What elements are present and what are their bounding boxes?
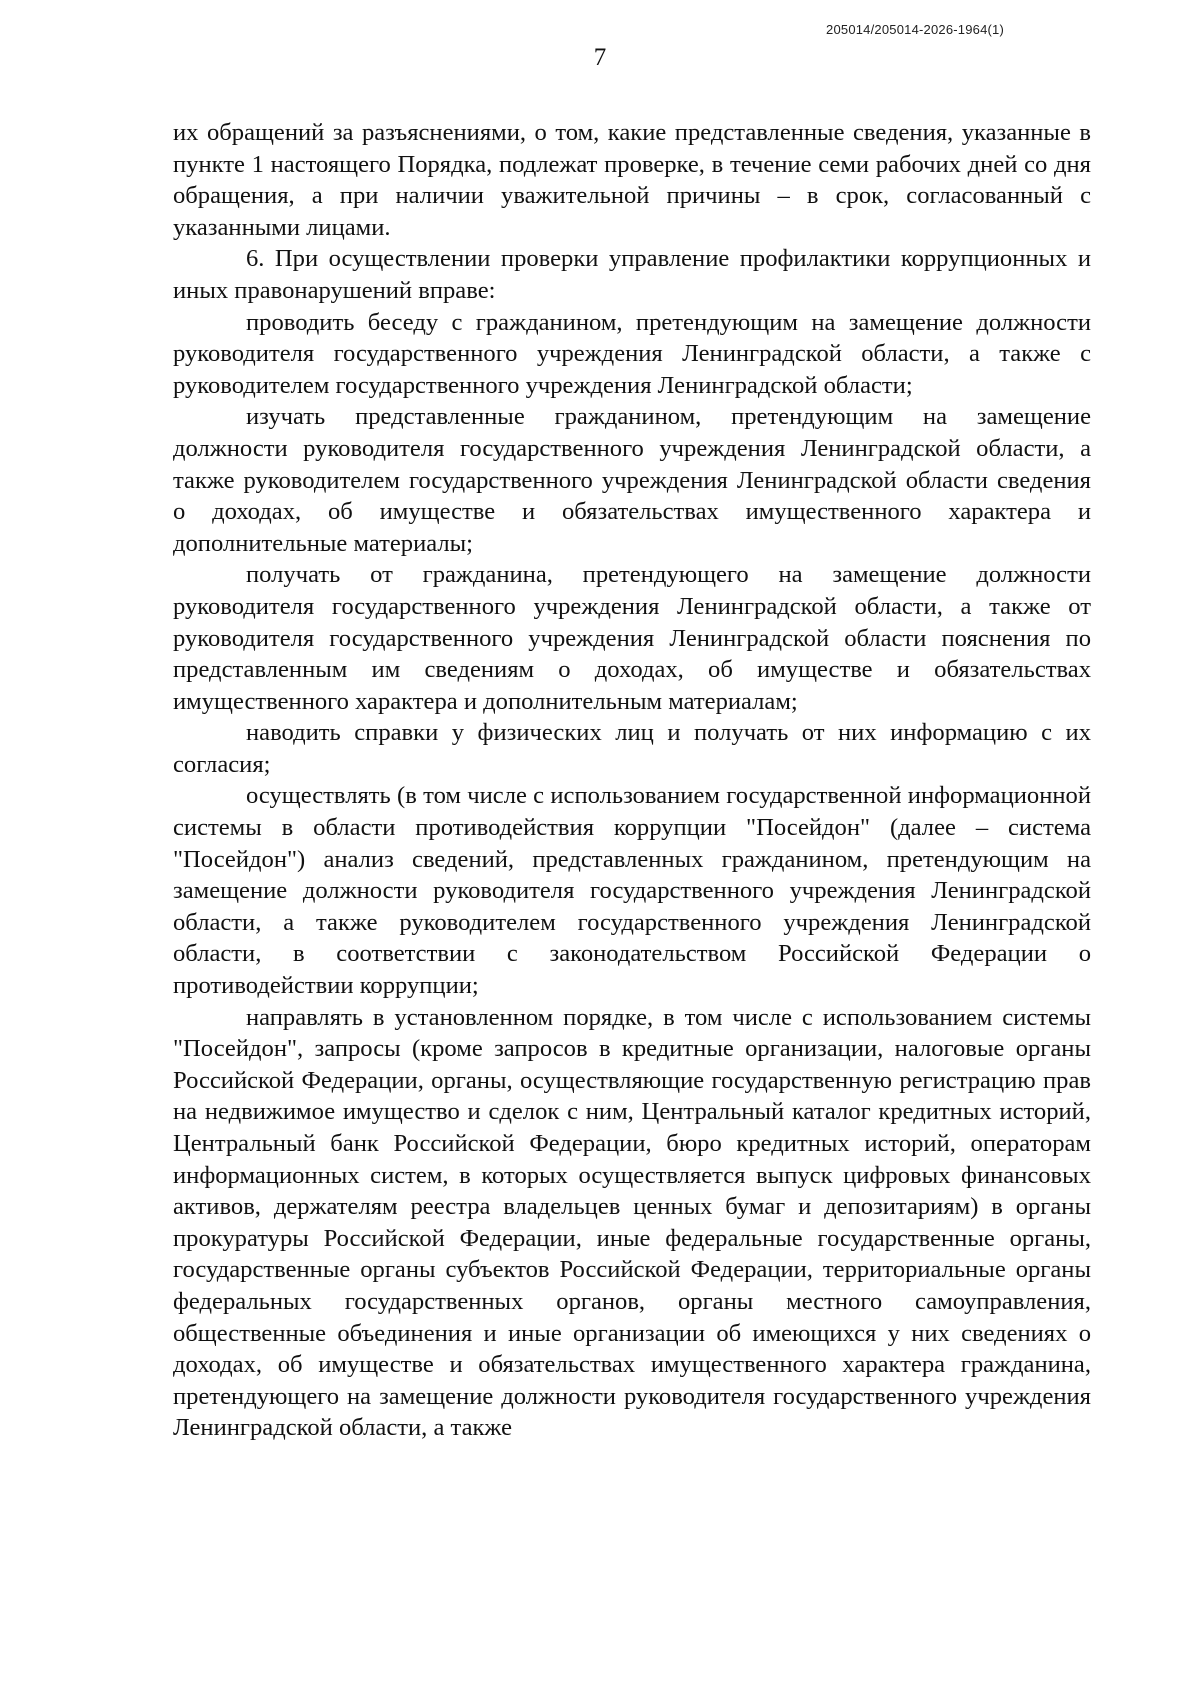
document-body <box>173 117 1091 1444</box>
paragraph-study-information: изучать представленные гражданином, претендующим на замещение должности руководителя государственного учреждения Ленинградской области, а также руководителем государственного учреждения Ленинградской области сведения о доходах, об имуществе и обязательствах имущественного характера и дополнительные материалы; <box>173 403 1091 557</box>
document-id: 205014/205014-2026-1964(1) <box>826 22 1004 37</box>
paragraph-analyze-information: осуществлять (в том числе с использованием государственной информационной системы в области противодействия коррупции "Посейдон" (далее – система "Посейдон") анализ сведений, представленных гражданином, претендующим на замещение должности руководителя государственного учреждения Ленинградской области, а также руководителем государственного учреждения Ленинградской области, в соответствии с законодательством Российской Федерации о противодействии коррупции; <box>173 782 1091 1000</box>
paragraph-send-requests: направлять в установленном порядке, в том числе с использованием системы "Посейдон", запросы (кроме запросов в кредитные организации, налоговые органы Российской Федерации, органы, осуществляющие государственную регистрацию прав на недвижимое имущество и сделок с ним, Центральный каталог кредитных историй, Центральный банк Российской Федерации, бюро кредитных историй, операторам информационных систем, в которых осуществляется выпуск цифровых финансовых активов, держателям реестра владельцев ценных бумаг и депозитариям) в органы прокуратуры Российской Федерации, иные федеральные государственные органы, государственные органы субъектов Российской Федерации, территориальные органы федеральных государственных органов, органы местного самоуправления, общественные объединения и иные организации об имеющихся у них сведениях о доходах, об имуществе и обязательствах имущественного характера гражданина, претендующего на замещение должности руководителя государственного учреждения Ленинградской области, а также <box>173 1003 1091 1442</box>
paragraph-make-inquiries: наводить справки у физических лиц и получать от них информацию с их согласия; <box>173 719 1091 778</box>
paragraph-continuation: их обращений за разъяснениями, о том, какие представленные сведения, указанные в пункте 1 настоящего Порядка, подлежат проверке, в течение семи рабочих дней со дня обращения, а при наличии уважительной причины – в срок, согласованный с указанными лицами. <box>173 119 1091 241</box>
page-number: 7 <box>593 44 607 71</box>
paragraph-receive-explanations: получать от гражданина, претендующего на замещение должности руководителя государственного учреждения Ленинградской области, а также от руководителя государственного учреждения Ленинградской области пояснения по представленным им сведениям о доходах, об имуществе и обязательствах имущественного характера и дополнительным материалам; <box>173 561 1091 715</box>
paragraph-conduct-interview: проводить беседу с гражданином, претендующим на замещение должности руководителя государственного учреждения Ленинградской области, а также с руководителем государственного учреждения Ленинградской области; <box>173 308 1091 399</box>
paragraph-item-6: 6. При осуществлении проверки управление профилактики коррупционных и иных правонарушений вправе: <box>173 245 1091 304</box>
